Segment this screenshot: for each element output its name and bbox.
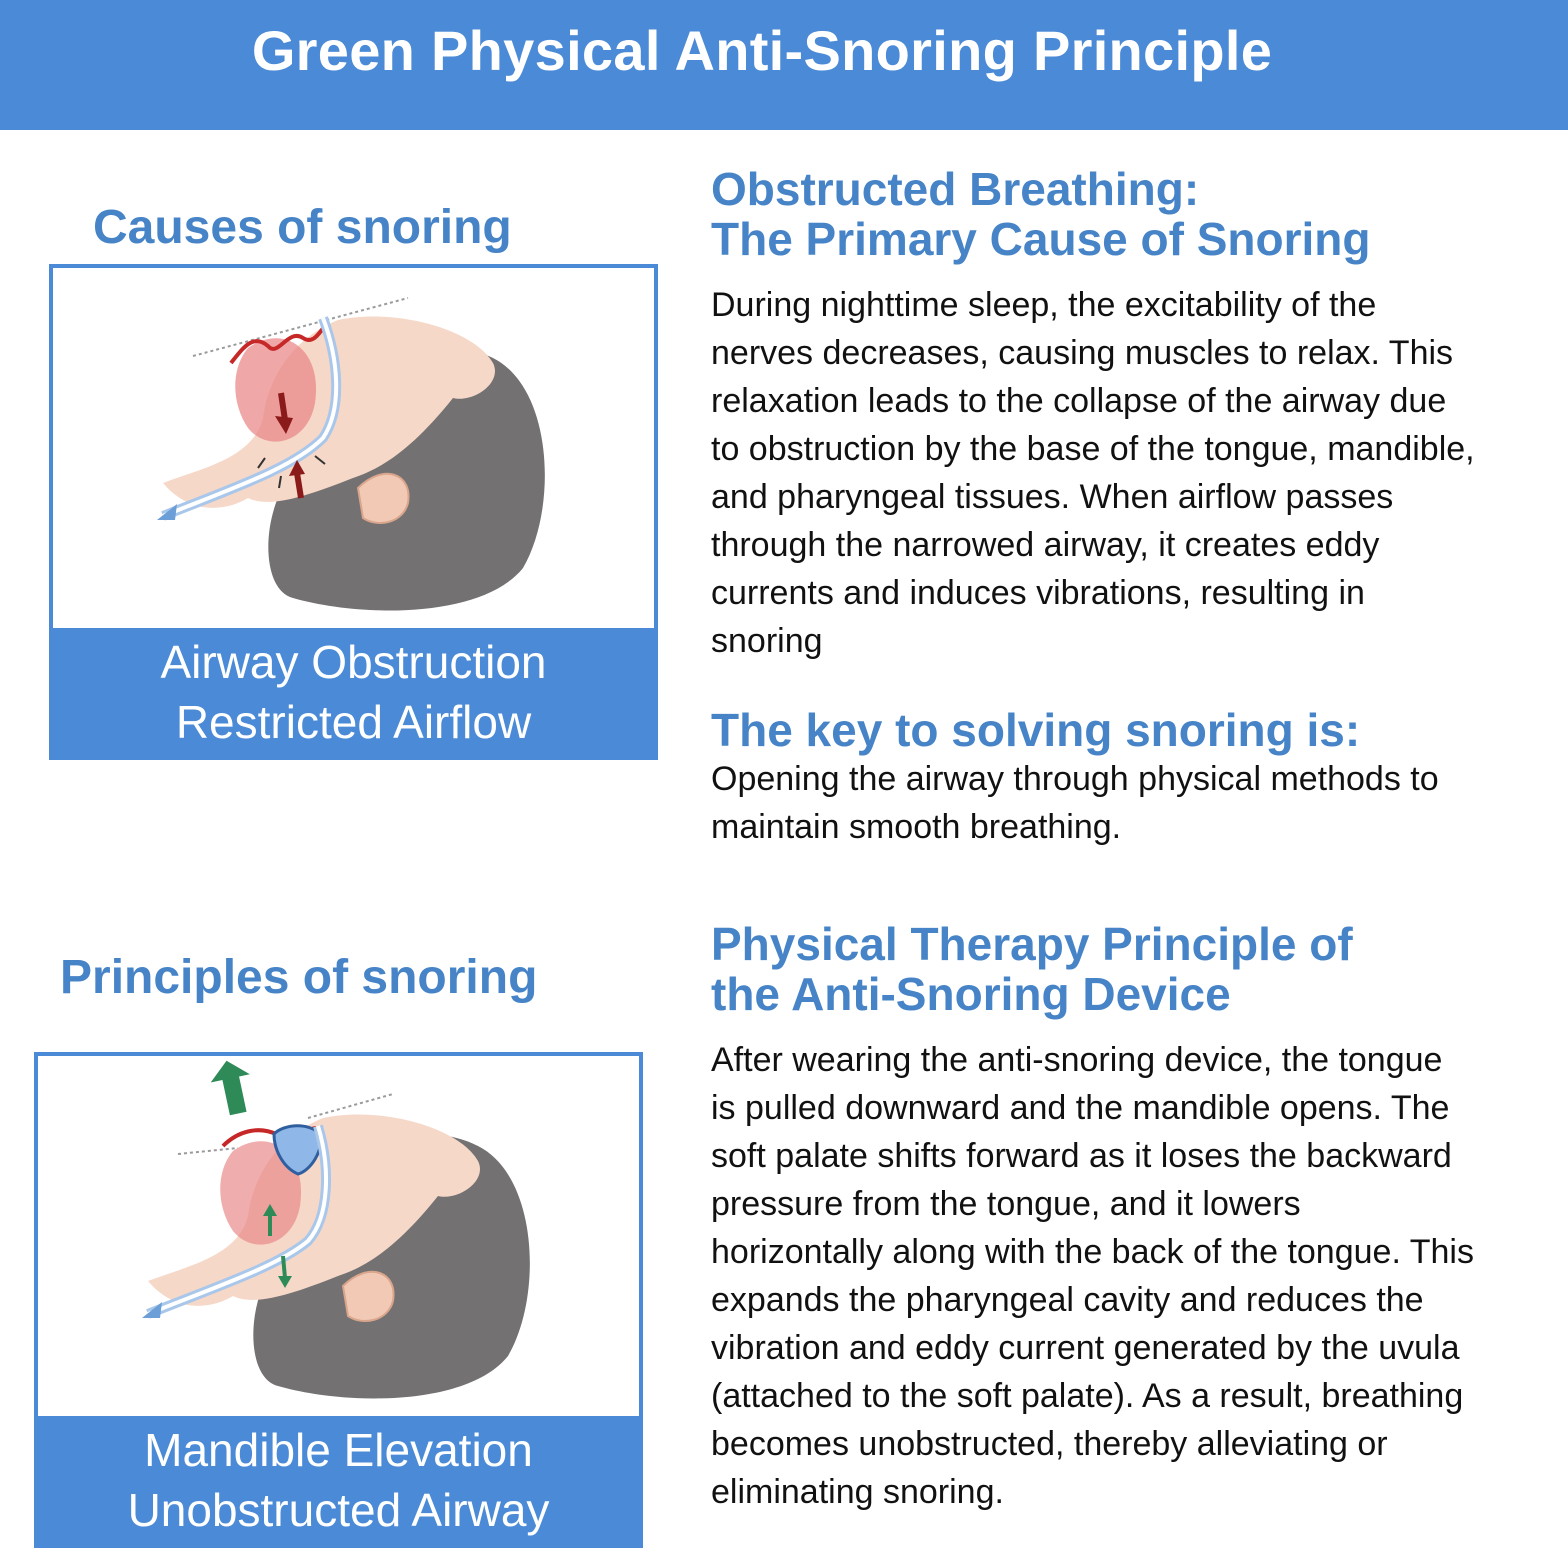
paragraph-line: expands the pharyngeal cavity and reduces the [711, 1281, 1424, 1319]
caption-line: Airway Obstruction [160, 636, 547, 688]
obstructed-heading [711, 164, 1370, 264]
principles-panel [34, 1052, 643, 1548]
obstructed-title-line2: The Primary Cause of Snoring [711, 213, 1371, 265]
paragraph-line: After wearing the anti-snoring device, the tongue [711, 1041, 1443, 1079]
paragraph-line: to obstruction by the base of the tongue, mandible, [711, 430, 1475, 468]
paragraph-line: through the narrowed airway, it creates eddy [711, 526, 1380, 564]
head-profile-airway-open-illustration [142, 1057, 530, 1399]
paragraph-line: eliminating snoring. [711, 1473, 1004, 1511]
caption-line: Unobstructed Airway [127, 1484, 550, 1536]
caption-line: Restricted Airflow [175, 696, 532, 748]
therapy-title-line1: Physical Therapy Principle of [711, 918, 1353, 970]
mandible-elevation-illustration [38, 1056, 639, 1421]
key-title: The key to solving snoring is: [711, 704, 1361, 756]
key-heading [711, 705, 1360, 755]
causes-caption [53, 628, 654, 756]
paragraph-line: pressure from the tongue, and it lowers [711, 1185, 1301, 1223]
paragraph-line: nerves decreases, causing muscles to relax. This [711, 334, 1454, 372]
header-banner [0, 0, 1568, 130]
paragraph-line: is pulled downward and the mandible opens. The [711, 1089, 1450, 1127]
paragraph-line: snoring [711, 622, 823, 660]
paragraph-line: horizontally along with the back of the tongue. This [711, 1233, 1474, 1271]
therapy-paragraph [711, 1036, 1474, 1516]
paragraph-line: During nighttime sleep, the excitability of the [711, 286, 1377, 324]
paragraph-line: (attached to the soft palate). As a result, breathing [711, 1377, 1464, 1415]
paragraph-line: maintain smooth breathing. [711, 808, 1122, 846]
principles-caption [38, 1416, 639, 1544]
paragraph-line: soft palate shifts forward as it loses the backward [711, 1137, 1452, 1175]
page-title: Green Physical Anti-Snoring Principle [251, 19, 1273, 82]
paragraph-line: relaxation leads to the collapse of the airway due [711, 382, 1447, 420]
therapy-title-line2: the Anti-Snoring Device [711, 968, 1231, 1020]
airway-obstruction-illustration [53, 268, 654, 633]
paragraph-line: becomes unobstructed, thereby alleviating or [711, 1425, 1388, 1463]
principles-heading: Principles of snoring [60, 951, 538, 1004]
caption-line: Mandible Elevation [144, 1424, 533, 1476]
head-profile-airway-obstructed-illustration [157, 298, 545, 610]
obstructed-paragraph [711, 281, 1475, 665]
paragraph-line: vibration and eddy current generated by the uvula [711, 1329, 1460, 1367]
obstructed-title-line1: Obstructed Breathing: [711, 163, 1200, 215]
causes-panel [49, 264, 658, 760]
key-paragraph [711, 755, 1439, 851]
paragraph-line: Opening the airway through physical methods to [711, 760, 1439, 798]
paragraph-line: currents and induces vibrations, resulting in [711, 574, 1365, 612]
therapy-heading [711, 919, 1353, 1019]
causes-heading: Causes of snoring [93, 201, 512, 254]
paragraph-line: and pharyngeal tissues. When airflow passes [711, 478, 1394, 516]
